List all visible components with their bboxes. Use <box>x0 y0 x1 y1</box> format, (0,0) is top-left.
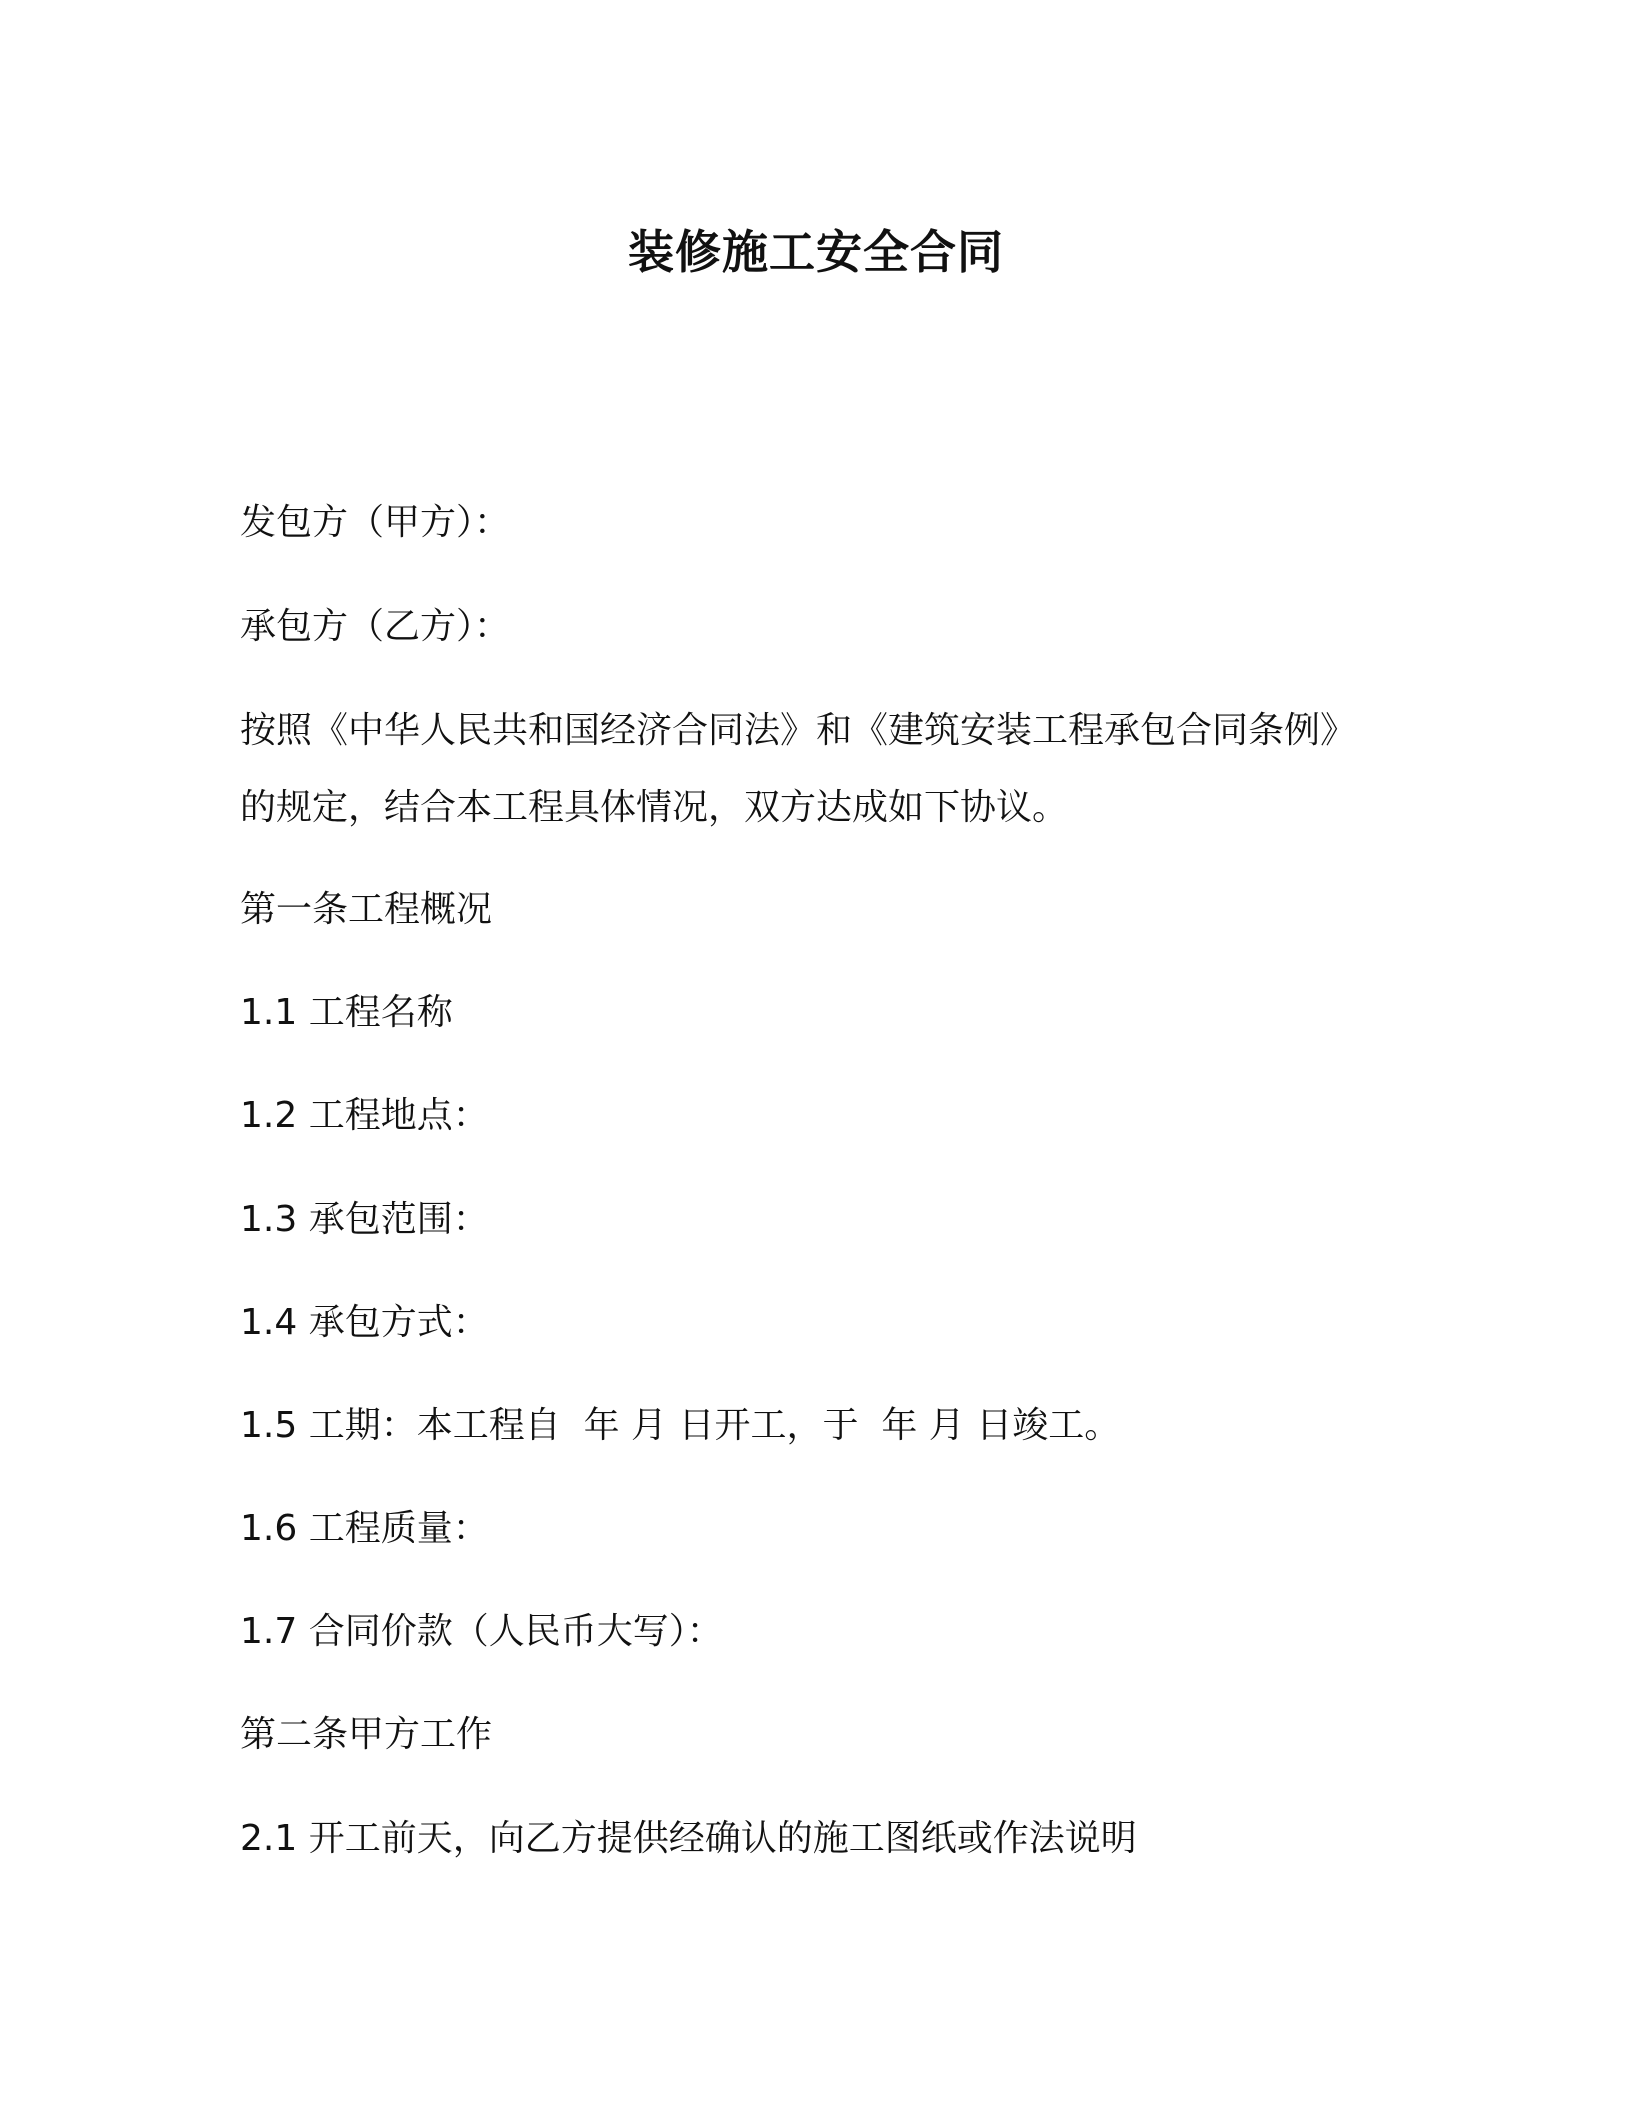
clause-1-4: 1.4 承包方式： <box>240 1302 489 1343</box>
preamble-line-2: 的规定，结合本工程具体情况，双方达成如下协议。 <box>240 787 1069 828</box>
document-title: 装修施工安全合同 <box>628 225 1004 279</box>
clause-1-7: 1.7 合同价款（人民币大写）： <box>240 1611 723 1652</box>
article-2-heading: 第二条甲方工作 <box>240 1714 493 1755</box>
clause-1-2: 1.2 工程地点： <box>240 1095 489 1136</box>
party-b-line: 承包方（乙方）： <box>240 606 511 647</box>
preamble-line-1: 按照《中华人民共和国经济合同法》和《建筑安装工程承包合同条例》 <box>240 710 1357 751</box>
clause-1-1: 1.1 工程名称 <box>240 992 453 1033</box>
party-a-line: 发包方（甲方）： <box>240 502 511 543</box>
clause-2-1: 2.1 开工前天，向乙方提供经确认的施工图纸或作法说明 <box>240 1818 1137 1859</box>
clause-1-6: 1.6 工程质量： <box>240 1508 489 1549</box>
article-1-heading: 第一条工程概况 <box>240 889 493 930</box>
clause-1-3: 1.3 承包范围： <box>240 1199 489 1240</box>
clause-1-5: 1.5 工期：本工程自 年 月 日开工，于 年 月 日竣工。 <box>240 1405 1121 1446</box>
